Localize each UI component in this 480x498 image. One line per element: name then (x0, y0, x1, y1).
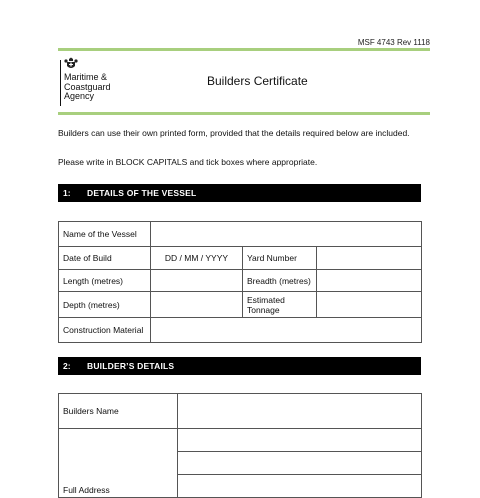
agency-name-line: Agency (64, 91, 95, 101)
date-of-build-label: Date of Build (59, 247, 151, 270)
breadth-field[interactable] (317, 270, 422, 292)
yard-number-field[interactable] (317, 247, 422, 270)
length-field[interactable] (151, 270, 243, 292)
agency-name-line: Coastguard (64, 81, 111, 92)
full-address-label: Full Address (59, 429, 178, 498)
agency-name (64, 73, 111, 102)
form-reference: MSF 4743 Rev 1118 (357, 38, 430, 47)
address-line-field[interactable] (178, 429, 422, 452)
address-line-field[interactable] (178, 452, 422, 475)
construction-material-field[interactable] (151, 318, 422, 343)
builders-name-label: Builders Name (59, 394, 178, 429)
vessel-name-field[interactable] (151, 222, 422, 247)
section-header-vessel (58, 184, 421, 202)
section-title: DETAILS OF THE VESSEL (87, 188, 197, 198)
depth-field[interactable] (151, 292, 243, 318)
section-number: 2: (63, 361, 71, 371)
vessel-name-label: Name of the Vessel (59, 222, 151, 247)
logo-divider (60, 60, 61, 106)
depth-label: Depth (metres) (59, 292, 151, 318)
breadth-label: Breadth (metres) (243, 270, 317, 292)
header-rule (58, 48, 430, 51)
agency-name-line: Maritime & (64, 72, 108, 82)
address-line-field[interactable] (178, 475, 422, 498)
tonnage-field[interactable] (317, 292, 422, 318)
tonnage-label: Estimated Tonnage (243, 292, 317, 318)
yard-number-label: Yard Number (243, 247, 317, 270)
builder-details-table (58, 393, 422, 498)
instructions-paragraph: Please write in BLOCK CAPITALS and tick boxes where appropriate. (58, 157, 318, 167)
date-of-build-field[interactable]: DD / MM / YYYY (151, 247, 243, 270)
title-rule (58, 112, 430, 115)
royal-crest-icon (64, 57, 78, 71)
section-header-builder (58, 357, 421, 375)
length-label: Length (metres) (59, 270, 151, 292)
section-number: 1: (63, 188, 71, 198)
construction-material-label: Construction Material (59, 318, 151, 343)
document-title: Builders Certificate (207, 74, 308, 88)
section-title: BUILDER’S DETAILS (87, 361, 175, 371)
vessel-details-table (58, 221, 422, 343)
intro-paragraph: Builders can use their own printed form, provided that the details required below are included. (58, 128, 410, 138)
builders-name-field[interactable] (178, 394, 422, 429)
